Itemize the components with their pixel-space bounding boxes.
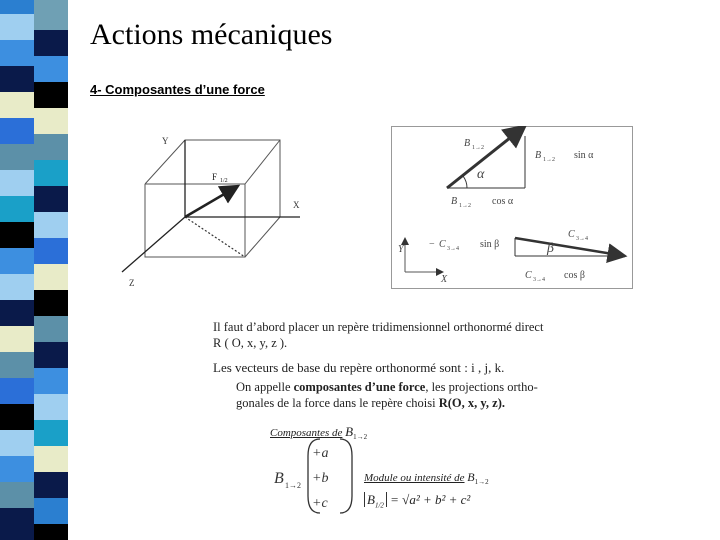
- module-vec: B: [467, 470, 475, 484]
- strip-block: [0, 508, 34, 540]
- strip-block: [0, 378, 34, 404]
- module-formula-sub: 1/2: [374, 501, 384, 510]
- b-sin-label: B: [535, 150, 542, 161]
- strip-block: [0, 404, 34, 430]
- c-sin-trig: sin β: [480, 239, 500, 250]
- strip-block: [34, 368, 68, 394]
- strip-block: [34, 394, 68, 420]
- force-vector: [185, 186, 238, 217]
- definition-text: , les projections ortho-: [425, 380, 538, 394]
- strip-block: [0, 482, 34, 508]
- strip-block: [34, 342, 68, 368]
- b-sin-trig: sin α: [574, 150, 594, 161]
- strip-block: [34, 472, 68, 498]
- strip-block: [0, 456, 34, 482]
- force-3d-diagram: [110, 122, 310, 292]
- strip-block: [0, 196, 34, 222]
- c-sin-prefix: −: [429, 239, 435, 250]
- strip-block: [34, 30, 68, 56]
- strip-block: [34, 82, 68, 108]
- composantes-vec: B: [345, 424, 354, 439]
- strip-block: [34, 498, 68, 524]
- module-formula-norm: [364, 492, 387, 510]
- composantes-sub: 1→2: [353, 433, 368, 442]
- module-sub: 1→2: [474, 478, 489, 487]
- strip-block: [0, 92, 34, 118]
- c-cos-label: C: [525, 270, 532, 281]
- strip-block: [34, 56, 68, 82]
- b-cos-label: B: [451, 196, 458, 207]
- force-label: F: [212, 172, 218, 182]
- force-sub: 1/2: [220, 178, 228, 184]
- c-cos-sub: 3→4: [533, 277, 545, 283]
- strip-block: [34, 264, 68, 290]
- slide-title: Actions mécaniques: [90, 18, 333, 51]
- strip-block: [34, 108, 68, 134]
- vector-c-label: C: [568, 229, 575, 240]
- module-formula-lhs: B: [367, 492, 375, 507]
- vector-b-label: B: [464, 138, 471, 149]
- intro-line-1: Il faut d’abord placer un repère tridimensionnel orthonormé direct: [213, 320, 544, 334]
- strip-block: [34, 238, 68, 264]
- matrix-sub: 1→2: [285, 481, 301, 490]
- axis-z-label: Z: [129, 278, 135, 288]
- strip-block: [0, 430, 34, 456]
- force-components-diagram: [391, 126, 634, 290]
- definition-text: On appelle: [236, 380, 294, 394]
- section-subtitle: 4- Composantes d’une force: [90, 82, 265, 97]
- bottom-axis-x-label: X: [441, 274, 448, 285]
- strip-block: [0, 300, 34, 326]
- matrix-a: +a: [312, 446, 329, 461]
- definition-text: gonales de la force dans le repère choisi: [236, 396, 439, 410]
- b-sin-sub: 1→2: [543, 157, 555, 163]
- strip-block: [34, 160, 68, 186]
- module-formula: [364, 492, 470, 510]
- strip-block: [34, 290, 68, 316]
- angle-alpha: α: [477, 167, 485, 182]
- strip-block: [0, 66, 34, 92]
- bottom-axis-y-label: Y: [398, 244, 404, 255]
- module-formula-rhs: = √a² + b² + c²: [390, 492, 471, 507]
- strip-block: [0, 0, 34, 14]
- strip-block: [0, 274, 34, 300]
- composantes-label: Composantes de: [270, 427, 343, 439]
- strip-block: [34, 524, 68, 540]
- vector-c-sub: 3→4: [576, 236, 588, 242]
- axis-y-label: Y: [162, 136, 169, 146]
- matrix-b: +b: [312, 471, 329, 486]
- projection-dotted-line: [185, 217, 245, 257]
- strip-block: [0, 222, 34, 248]
- definition-keyword: composantes d’une force: [293, 380, 426, 394]
- module-heading: [364, 470, 489, 486]
- strip-block: [34, 186, 68, 212]
- vector-b-sub: 1→2: [472, 145, 484, 151]
- c-sin-sub: 3→4: [447, 246, 459, 252]
- module-label: Module ou intensité de: [364, 472, 465, 484]
- angle-beta: β: [547, 241, 554, 256]
- z-axis: [122, 217, 185, 272]
- strip-block: [0, 14, 34, 40]
- c-sin-label: C: [439, 239, 446, 250]
- b-cos-trig: cos α: [492, 196, 514, 207]
- strip-block: [0, 170, 34, 196]
- strip-block: [34, 212, 68, 238]
- intro-line-2: R ( O, x, y, z ).: [213, 336, 288, 350]
- strip-block: [34, 420, 68, 446]
- definition-line-1: [236, 380, 538, 395]
- strip-block: [0, 40, 34, 66]
- matrix-vec: B: [274, 470, 284, 487]
- definition-line-2: [236, 396, 505, 411]
- strip-block: [0, 144, 34, 170]
- b-cos-sub: 1→2: [459, 203, 471, 209]
- intro-line-3: Les vecteurs de base du repère orthonormé sont : i , j, k.: [213, 360, 505, 375]
- cube-outline: [145, 140, 280, 257]
- strip-block: [34, 446, 68, 472]
- axis-x-label: X: [293, 200, 300, 210]
- strip-block: [0, 352, 34, 378]
- strip-block: [0, 326, 34, 352]
- matrix-c: +c: [312, 496, 328, 511]
- decorative-side-strip: [0, 0, 68, 540]
- strip-block: [34, 134, 68, 160]
- matrix-right-paren: [340, 439, 352, 513]
- strip-block: [34, 316, 68, 342]
- strip-block: [0, 248, 34, 274]
- components-matrix: [270, 436, 360, 516]
- figure-frame: [392, 127, 633, 289]
- c-cos-trig: cos β: [564, 270, 585, 281]
- strip-block: [34, 0, 68, 30]
- definition-repere: R(O, x, y, z).: [438, 396, 505, 410]
- strip-block: [0, 118, 34, 144]
